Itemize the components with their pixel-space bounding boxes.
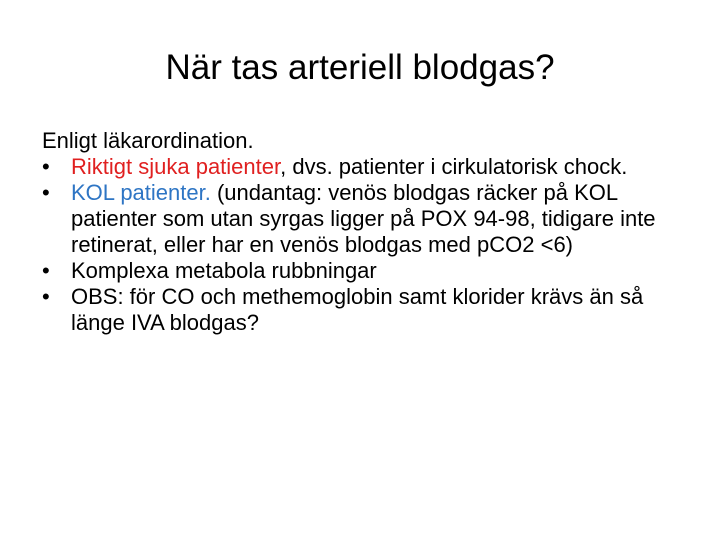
bullet-item-sick-patients bbox=[42, 154, 682, 180]
bullet-marker: • bbox=[42, 284, 50, 309]
bullet-item-metabolic bbox=[42, 258, 682, 284]
bullet-item-kol-patients bbox=[42, 180, 682, 258]
bullet-list bbox=[42, 154, 682, 336]
bullet-marker: • bbox=[42, 258, 50, 283]
intro-text: Enligt läkarordination. bbox=[42, 128, 254, 153]
bullet-highlight-red: Riktigt sjuka patienter bbox=[71, 154, 281, 179]
bullet-marker: • bbox=[42, 154, 50, 179]
bullet-highlight-blue: KOL patienter. bbox=[71, 180, 211, 205]
bullet-text: (undantag: venös blodgas räcker på KOL patienter som utan syrgas ligger på POX 94-98, tidigare inte retinerat, eller har en venös blodgas med pCO2 <6) bbox=[71, 180, 656, 257]
slide-title: När tas arteriell blodgas? bbox=[165, 48, 555, 87]
bullet-text: , dvs. patienter i cirkulatorisk chock. bbox=[280, 154, 628, 179]
bullet-item-obs bbox=[42, 284, 682, 336]
bullet-text: Komplexa metabola rubbningar bbox=[71, 258, 377, 283]
bullet-text: OBS: för CO och methemoglobin samt klorider krävs än så länge IVA blodgas? bbox=[71, 284, 644, 335]
bullet-marker: • bbox=[42, 180, 50, 205]
slide-body bbox=[42, 128, 682, 336]
